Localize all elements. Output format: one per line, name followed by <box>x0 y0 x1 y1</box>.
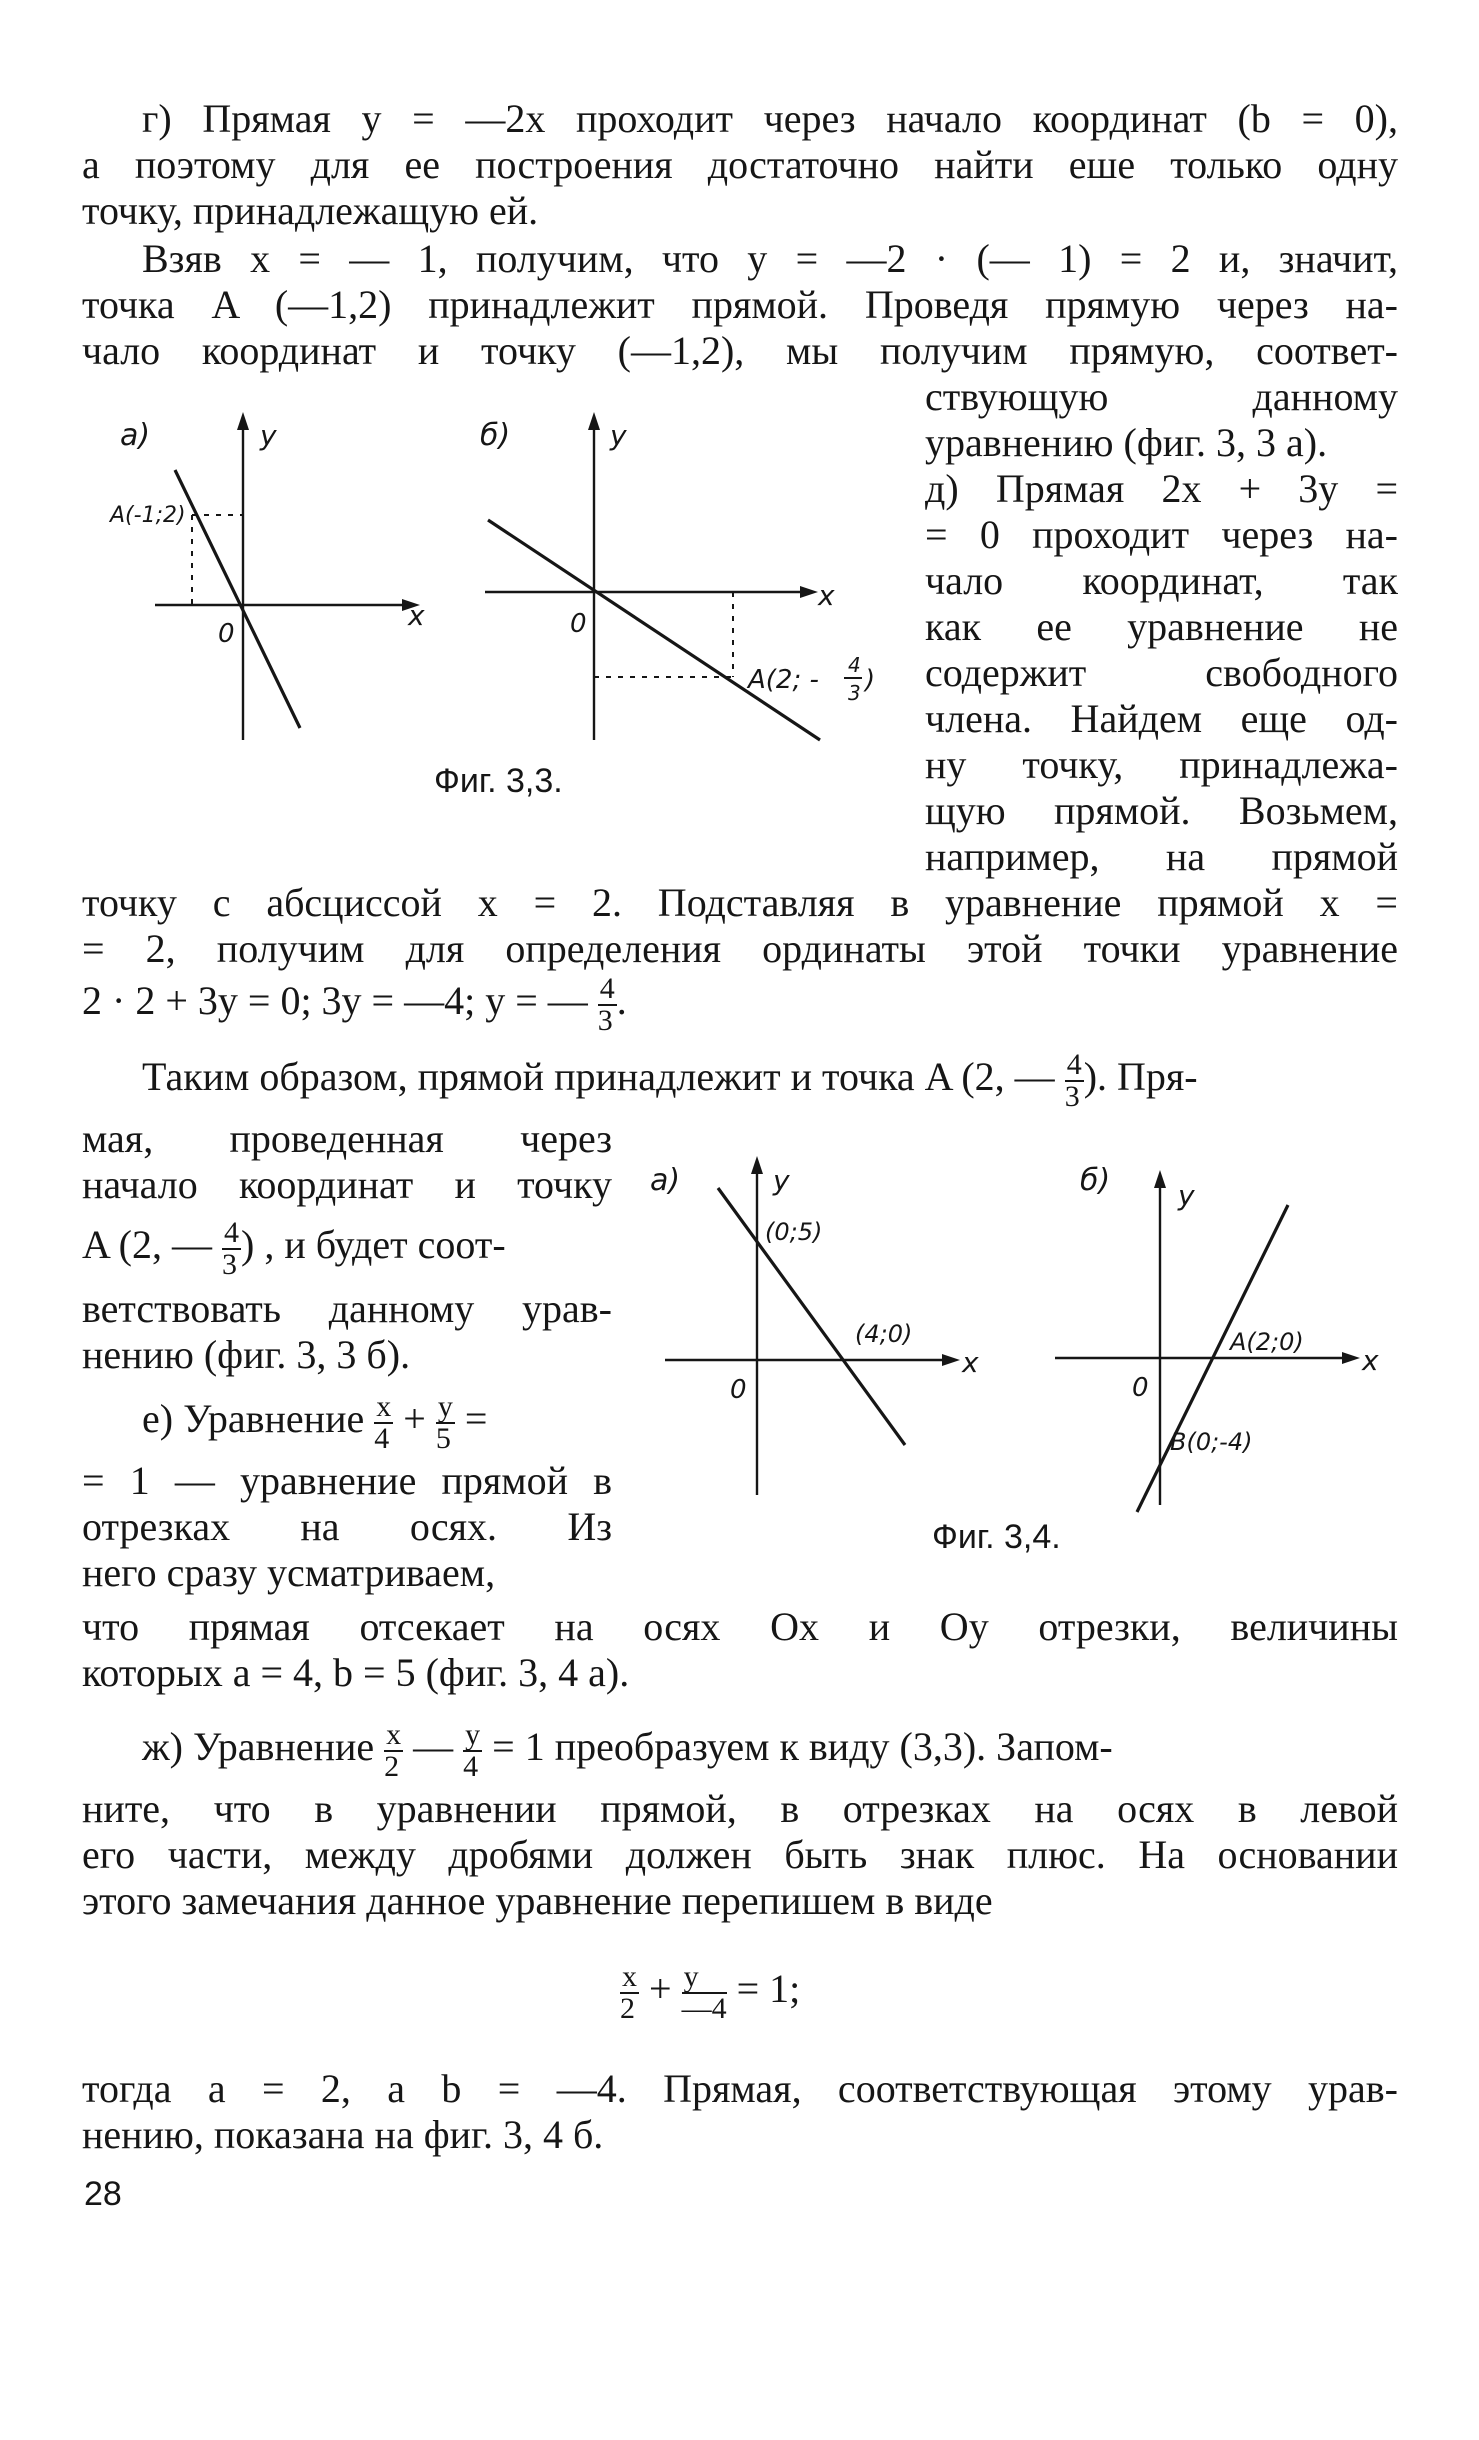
text-line: нению, показана на фиг. 3, 4 б. <box>82 2112 604 2157</box>
text-line: д) Прямая 2x + 3y = <box>925 466 1398 511</box>
text-line: как ее уравнение не <box>925 604 1398 649</box>
fig33b-point-label: A(2; - <box>748 665 819 695</box>
fig34b-x-label: x <box>1362 1344 1379 1377</box>
text-line-point: Таким образом, прямой принадлежит и точка A (2, — $\frac{4}{3}$ ). Пря- <box>142 1048 1198 1113</box>
fig34a-origin: 0 <box>730 1375 747 1405</box>
text-line: отрезках на осях. Из <box>82 1504 612 1549</box>
fig33b-frac-num: 4 <box>848 653 861 677</box>
fig34b-point-2: B(0;-4) <box>1170 1428 1253 1456</box>
text-line-equation-zh: ж) Уравнение $\frac{x}{2}$ — $\frac{y}{4}$ = 1 преобразуем к виду (3,3). Запом- <box>142 1718 1113 1783</box>
text-line: точка A (—1,2) принадлежит прямой. Проведя прямую через на- <box>82 282 1398 327</box>
fraction-4-3: $\frac{4}{3}$ <box>597 972 615 1037</box>
fig33b-x-label: x <box>818 579 835 612</box>
fig34-label-a: а) <box>650 1163 681 1198</box>
text-line: = 2, получим для определения ординаты этой точки уравнение <box>82 926 1398 971</box>
fig34a-y-label: y <box>773 1164 790 1197</box>
text-line: ните, что в уравнении прямой, в отрезках на осях в левой <box>82 1786 1398 1831</box>
fig33a-origin: 0 <box>218 619 235 649</box>
fig33-caption: Фиг. 3,3. <box>434 762 563 800</box>
text-line: мая, проведенная через <box>82 1116 612 1161</box>
fig34a-x-arrow <box>942 1354 960 1366</box>
text-line: начало координат и точку <box>82 1162 612 1207</box>
text-line: Взяв x = — 1, получим, что y = —2 · (— 1) = 2 и, значит, <box>142 236 1398 281</box>
text-line-equation: 2 · 2 + 3y = 0; 3y = —4; y = — $\frac{4}{3}$ . <box>82 972 627 1037</box>
text-line: него сразу усматриваем, <box>82 1550 496 1595</box>
fig33-label-b: б) <box>480 418 511 453</box>
fig33b-y-arrow <box>588 412 600 430</box>
fig33b-point-close: ) <box>865 665 876 695</box>
fig34b-y-label: y <box>1178 1179 1195 1212</box>
fig34b-origin: 0 <box>1132 1373 1149 1403</box>
figure-3-4 <box>640 1150 1400 1570</box>
text-line: чало координат и точку (—1,2), мы получим прямую, соответ- <box>82 328 1398 373</box>
text-line: члена. Найдем еще од- <box>925 696 1398 741</box>
fig34a-x-label: x <box>962 1346 979 1379</box>
text-line: щую прямой. Возьмем, <box>925 788 1398 833</box>
fig33a-y-label: y <box>260 419 277 452</box>
fig34b-y-arrow <box>1154 1170 1166 1188</box>
fraction-4-3: $\frac{4}{3}$ <box>222 1216 239 1281</box>
text-line: точку, принадлежащую ей. <box>82 188 539 233</box>
fig34b-point-1: A(2;0) <box>1230 1328 1304 1356</box>
text-line: которых a = 4, b = 5 (фиг. 3, 4 a). <box>82 1650 630 1695</box>
text-line-point-a: A (2, — $\frac{4}{3}$ ) , и будет соот- <box>82 1216 506 1281</box>
fig34a-point-1: (0;5) <box>765 1218 823 1246</box>
fraction-x-4: $\frac{x}{4}$ <box>374 1390 392 1455</box>
fraction-y-5: $\frac{y}{5}$ <box>435 1390 453 1455</box>
text-line: ну точку, принадлежа- <box>925 742 1398 787</box>
text-line: чало координат, так <box>925 558 1398 603</box>
fraction-4-3: $\frac{4}{3}$ <box>1064 1048 1082 1113</box>
fig33b-frac-den: 3 <box>848 681 861 705</box>
text-line: этого замечания данное уравнение перепишем в виде <box>82 1878 993 1923</box>
text-line: ветствовать данному урав- <box>82 1286 612 1331</box>
text-line: уравнению (фиг. 3, 3 a). <box>925 420 1328 465</box>
equation-text: 2 · 2 + 3y = 0; 3y = —4; y = — <box>82 978 598 1024</box>
page-number: 28 <box>84 2175 122 2213</box>
text-line: содержит свободного <box>925 650 1398 695</box>
fig34a-point-2: (4;0) <box>855 1320 913 1348</box>
text-line: г) Прямая y = —2x проходит через начало координат (b = 0), <box>142 96 1398 141</box>
fraction-x-2: $\frac{x}{2}$ <box>620 1960 637 2025</box>
text-line: ствующую данному <box>925 374 1398 419</box>
fig33a-point-label: A(-1;2) <box>110 503 186 528</box>
text-line: точку с абсциссой x = 2. Подставляя в уравнение прямой x = <box>82 880 1398 925</box>
fig33b-origin: 0 <box>570 609 587 639</box>
fig33b-line <box>488 520 820 740</box>
text-line: а поэтому для ее построения достаточно найти еше только одну <box>82 142 1398 187</box>
text-line: например, на прямой <box>925 834 1398 879</box>
fig33a-x-label: x <box>408 599 425 632</box>
figure-3-3 <box>100 410 890 810</box>
fig33b-y-label: y <box>610 419 627 452</box>
text-line: тогда a = 2, а b = —4. Прямая, соответствующая этому урав- <box>82 2066 1398 2111</box>
text-line: = 1 — уравнение прямой в <box>82 1458 612 1503</box>
text-line: нению (фиг. 3, 3 б). <box>82 1332 411 1377</box>
text-line-equation-e: е) Уравнение $\frac{x}{4}$ + $\frac{y}{5}$ = <box>142 1390 488 1455</box>
fraction-y-4: $\frac{y}{4}$ <box>463 1718 481 1783</box>
text-line: = 0 проходит через на- <box>925 512 1398 557</box>
fig33a-line <box>175 470 300 728</box>
fig33-label-a: а) <box>120 418 151 453</box>
fig34b-x-arrow <box>1342 1352 1360 1364</box>
fraction-x-2: $\frac{x}{2}$ <box>384 1718 402 1783</box>
text-line: что прямая отсекает на осях Ox и Oy отрезки, величины <box>82 1604 1398 1649</box>
fig33a-y-arrow <box>237 412 249 430</box>
text-line: его части, между дробями должен быть знак плюс. На основании <box>82 1832 1398 1877</box>
fig34-caption: Фиг. 3,4. <box>932 1518 1061 1556</box>
fig34a-y-arrow <box>751 1156 763 1174</box>
centered-equation: $\frac{x}{2}$ + $\frac{y}{—4}$ = 1; <box>620 1960 801 2025</box>
fraction-y-minus4: $\frac{y}{—4}$ <box>681 1960 727 2025</box>
fig34-label-b: б) <box>1080 1163 1111 1198</box>
fig33b-x-arrow <box>800 586 818 598</box>
